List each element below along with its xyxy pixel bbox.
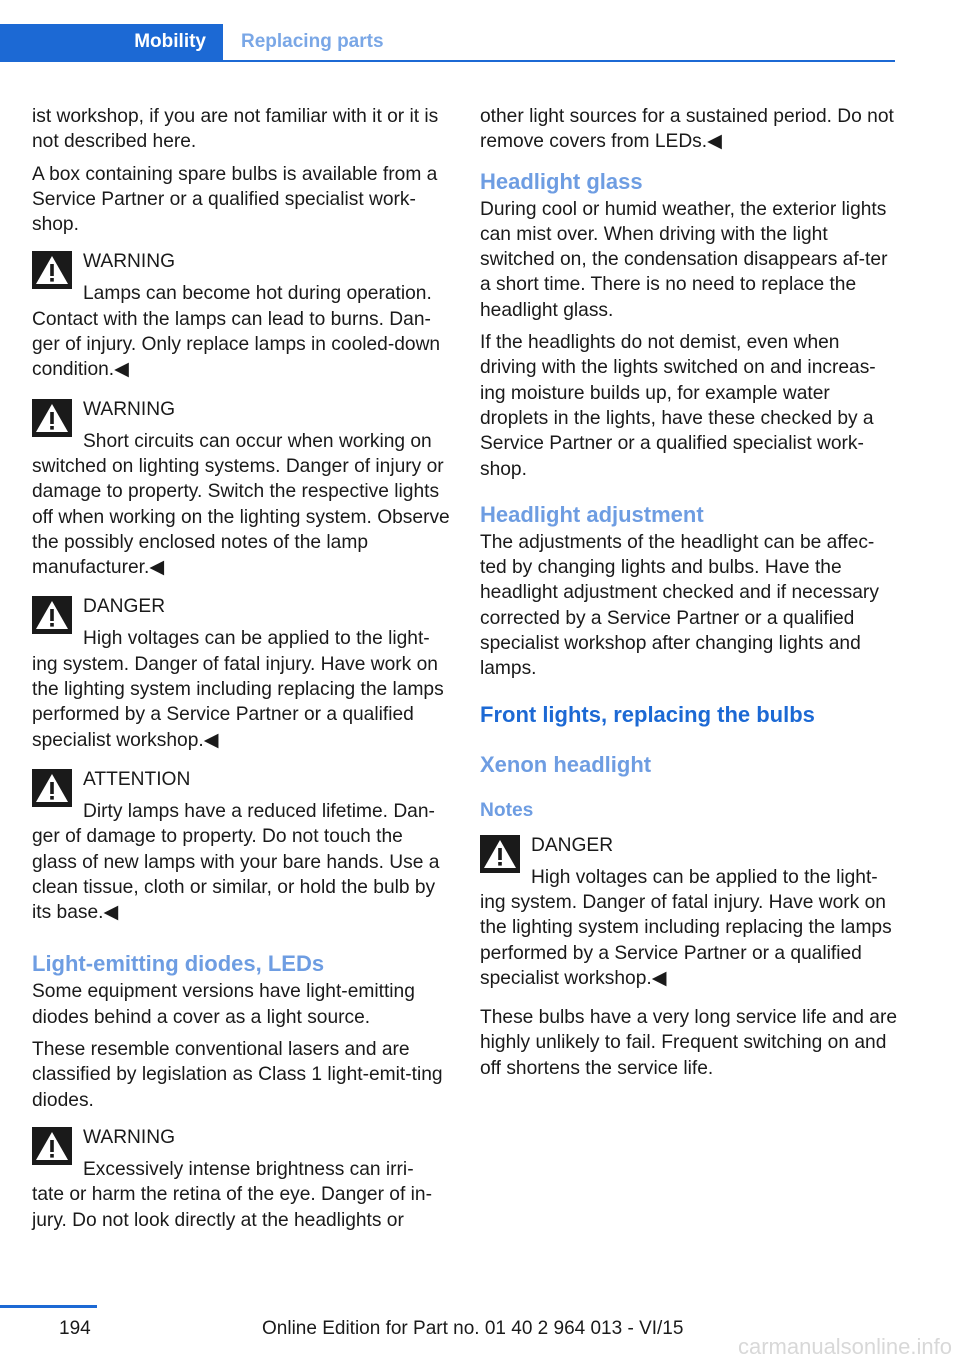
warning-label: WARNING	[83, 398, 176, 420]
paragraph: If the headlights do not demist, even when driving with the lights switched on and increas‐ing moisture builds up, for example water droplets in the lights, have these checked by a Service Partner or a qualified specialist work‐shop.	[480, 332, 876, 480]
warning-label: WARNING	[83, 1126, 176, 1148]
paragraph: The adjustments of the headlight can be affec‐ted by changing lights and bulbs. Have the headlight adjustment checked and if necessary corrected by a Service Partner or a qualified specialist workshop after changing lights and lamps.	[480, 531, 879, 680]
warning-text: ing system. Danger of fatal injury. Have work on the lighting system including replacing the lamps performed by a Service Partner or a qualified specialist workshop.◀	[32, 653, 444, 751]
warning-text: switched on lighting systems. Danger of injury or damage to property. Switch the respective lights off when working on the lighting system. Observe the possibly enclosed notes of the lamp manufacturer.◀	[32, 455, 450, 579]
section-tab-mobility[interactable]: Mobility	[0, 24, 223, 60]
danger-block	[32, 594, 450, 752]
paragraph: ist workshop, if you are not familiar with it or it is not described here.	[32, 106, 439, 153]
section-heading-leds: Light-emitting diodes, LEDs	[32, 951, 325, 977]
warning-text: Contact with the lamps can lead to burns. Dan‐ger of injury. Only replace lamps in cooled-down condition.◀	[32, 308, 441, 381]
paragraph: Some equipment versions have light-emitting diodes behind a cover as a light source.	[32, 981, 415, 1028]
warning-text-first-line: High voltages can be applied to the light‐	[531, 866, 878, 888]
footer-divider	[0, 1305, 97, 1308]
page-number: 194	[59, 1318, 91, 1339]
attention-label: ATTENTION	[83, 768, 191, 790]
danger-block	[480, 833, 898, 991]
paragraph: These resemble conventional lasers and are classified by legislation as Class 1 light-emit‐ting diodes.	[32, 1039, 443, 1111]
warning-triangle-icon	[32, 399, 72, 437]
warning-block	[32, 397, 450, 581]
section-heading-xenon-headlight: Xenon headlight	[480, 751, 652, 777]
warning-block	[32, 1125, 450, 1233]
warning-text: tate or harm the retina of the eye. Danger of in‐jury. Do not look directly at the headlights or	[32, 1184, 432, 1231]
danger-label: DANGER	[83, 596, 166, 618]
warning-block	[32, 249, 450, 382]
warning-triangle-icon	[32, 769, 72, 807]
paragraph: other light sources for a sustained period. Do not remove covers from LEDs.◀	[480, 106, 894, 153]
right-column	[480, 104, 898, 1088]
warning-label: WARNING	[83, 251, 176, 273]
warning-text: ing system. Danger of fatal injury. Have work on the lighting system including replacing the lamps performed by a Service Partner or a qualified specialist workshop.◀	[480, 891, 892, 989]
warning-text: ger of damage to property. Do not touch the glass of new lamps with your bare hands. Use a clean tissue, cloth or similar, or hold the bulb by its base.◀	[32, 826, 440, 924]
paragraph: These bulbs have a very long service life and are highly unlikely to fail. Frequent switching on and off shortens the service life.	[480, 1007, 898, 1079]
warning-text-first-line: Short circuits can occur when working on	[83, 430, 432, 452]
warning-triangle-icon	[32, 1127, 72, 1165]
paragraph: A box containing spare bulbs is available from a Service Partner or a qualified specialist work‐shop.	[32, 163, 438, 236]
warning-triangle-icon	[32, 251, 72, 289]
online-edition-note: Online Edition for Part no. 01 40 2 964 013 - VI/15	[262, 1318, 684, 1339]
warning-triangle-icon	[480, 835, 520, 873]
section-heading-front-lights: Front lights, replacing the bulbs	[480, 701, 815, 727]
warning-text-first-line: High voltages can be applied to the light‐	[83, 628, 430, 650]
section-heading-headlight-adjustment: Headlight adjustment	[480, 501, 704, 527]
left-column	[32, 104, 450, 1247]
section-heading-notes: Notes	[480, 799, 534, 821]
warning-triangle-icon	[32, 596, 72, 634]
watermark: carmanualsonline.info	[737, 1334, 952, 1359]
warning-text-first-line: Lamps can become hot during operation.	[83, 283, 432, 305]
section-tab-replacing-parts[interactable]: Replacing parts	[241, 31, 384, 52]
warning-text-first-line: Dirty lamps have a reduced lifetime. Dan‐	[83, 800, 435, 822]
danger-label: DANGER	[531, 834, 614, 856]
header-divider	[0, 60, 895, 62]
section-heading-headlight-glass: Headlight glass	[480, 168, 643, 194]
warning-text-first-line: Excessively intense brightness can irri‐	[83, 1158, 414, 1180]
paragraph: During cool or humid weather, the exterior lights can mist over. When driving with the light switched on, the condensation disappears af‐ter a short time. There is no need to replace the headlight glass.	[480, 198, 888, 321]
page-header	[0, 24, 895, 62]
attention-block	[32, 767, 450, 925]
